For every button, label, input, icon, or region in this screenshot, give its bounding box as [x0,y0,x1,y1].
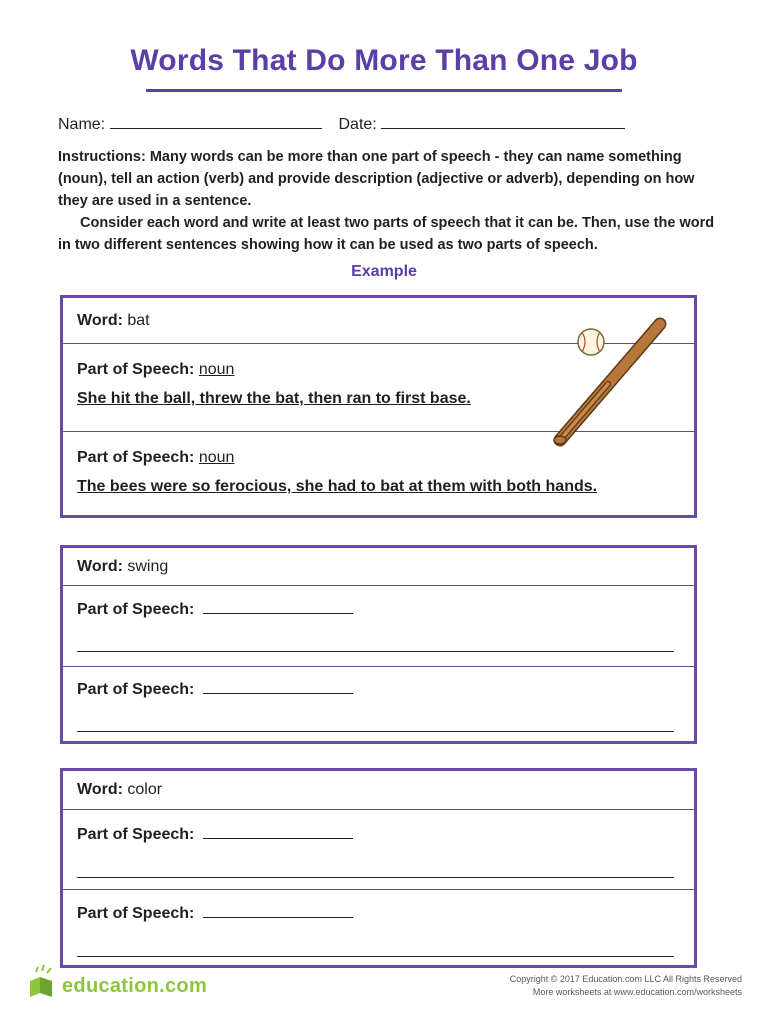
word-label: Word: [77,558,123,575]
example-pos-row-1 [77,361,234,379]
example-word-row [77,312,150,330]
sentence-answer-line[interactable] [77,731,674,732]
pos-answer-field[interactable] [203,679,353,694]
pos-label: Part of Speech: [77,681,195,698]
pos-label: Part of Speech: [77,905,195,922]
exercise-row-divider [63,809,694,810]
example-pos-1: noun [198,361,235,378]
example-pos-row-2 [77,449,234,467]
pos-label: Part of Speech: [77,601,195,618]
exercise-box-color [60,768,697,968]
exercise-box-swing [60,545,697,744]
baseball-bat-icon [548,312,676,452]
name-label: Name: [58,116,106,133]
pos-answer-field[interactable] [203,824,353,839]
exercise-word-row [77,781,162,799]
name-date-row [58,114,625,134]
exercise-pos-row-1 [77,824,353,844]
title-underline [146,89,622,92]
exercise-row-divider [63,889,694,890]
sentence-answer-line[interactable] [77,956,674,957]
sentence-answer-line[interactable] [77,651,674,652]
exercise-pos-row-2 [77,679,353,699]
pos-label: Part of Speech: [77,826,195,843]
pos-answer-field[interactable] [203,903,353,918]
baseball-icon [578,329,604,355]
sentence-answer-line[interactable] [77,877,674,878]
more-worksheets-line: More worksheets at www.education.com/worksheets [532,987,742,997]
instructions [58,146,718,256]
logo-text: education.com [62,975,208,997]
pos-answer-field[interactable] [203,599,353,614]
word-label: Word: [77,312,123,329]
copyright [510,973,742,999]
example-sentence-1: She hit the ball, threw the bat, then ran to first base. [77,390,471,407]
name-field[interactable] [110,114,322,129]
pos-label: Part of Speech: [77,361,195,378]
exercise-row-divider [63,585,694,586]
exercise-pos-row-1 [77,599,353,619]
exercise-row-divider [63,666,694,667]
example-word: bat [127,312,150,329]
exercise-word-row [77,558,168,576]
exercise-word: swing [127,558,169,575]
exercise-word: color [127,781,163,798]
date-label: Date: [338,116,377,133]
exercise-pos-row-2 [77,903,353,923]
instructions-paragraph-1: Instructions: Many words can be more than one part of speech - they can name something (noun), tell an action (verb) and provide description (adjective or adverb), depending on how they are used in a sentence. [58,149,695,209]
word-label: Word: [77,781,123,798]
date-field[interactable] [381,114,625,129]
instructions-paragraph-2: Consider each word and write at least two parts of speech that it can be. Then, use the word in two different sentences showing how it can be used as two parts of speech. [58,215,715,253]
example-pos-2: noun [198,449,235,466]
example-sentence-2: The bees were so ferocious, she had to bat at them with both hands. [77,478,598,495]
copyright-line: Copyright © 2017 Education.com LLC All Rights Reserved [509,974,742,984]
example-heading: Example [351,263,417,280]
pos-label: Part of Speech: [77,449,195,466]
page-title: Words That Do More Than One Job [130,44,638,77]
